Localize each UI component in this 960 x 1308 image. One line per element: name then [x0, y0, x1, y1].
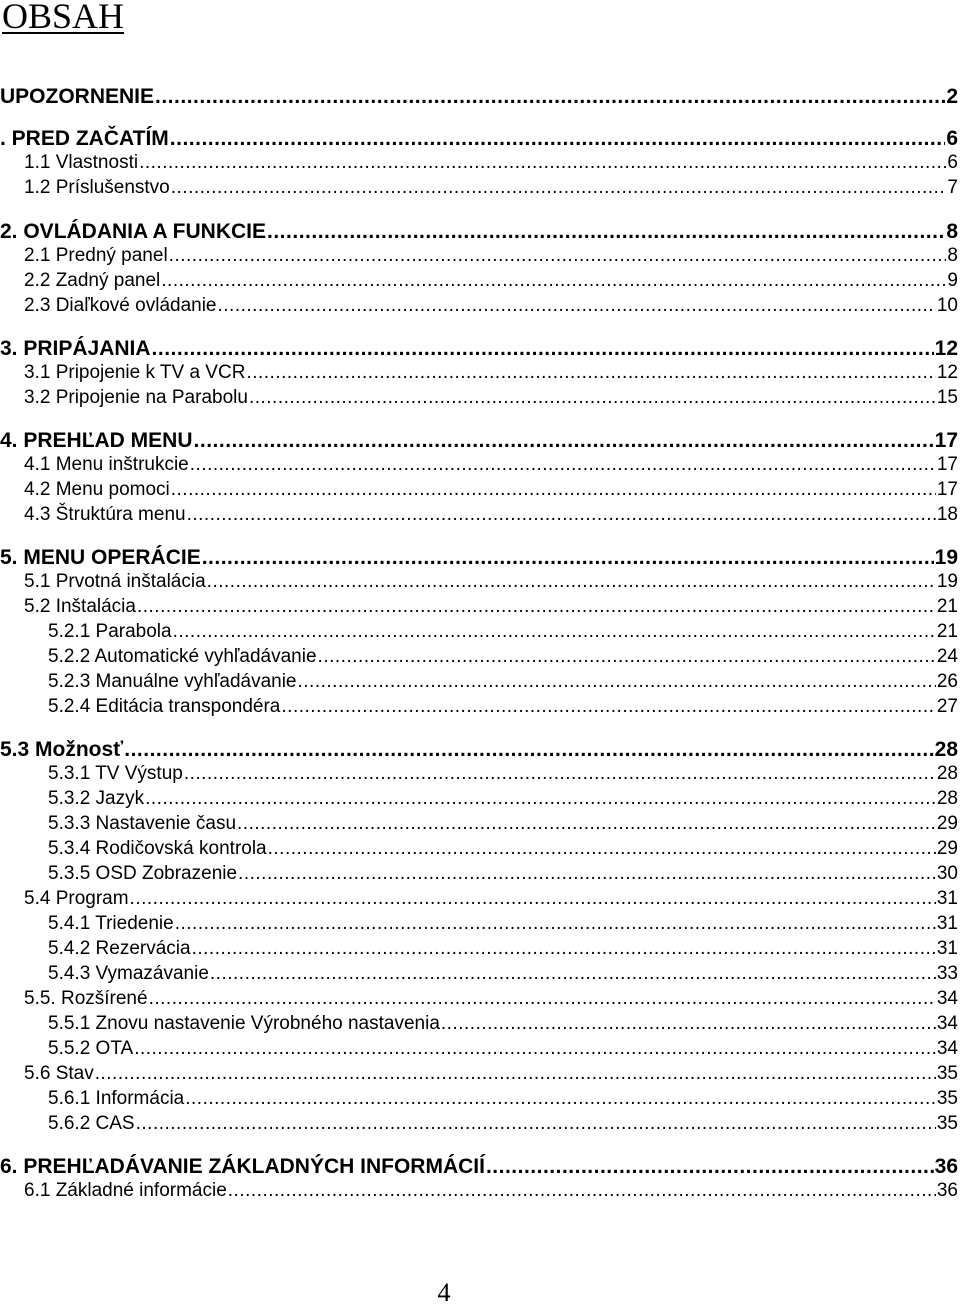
toc-entry[interactable] [48, 1112, 958, 1136]
toc-dot-leader [139, 151, 946, 175]
toc-entry-page: 8 [946, 220, 958, 243]
toc-dot-leader [192, 937, 936, 961]
toc-entry[interactable] [48, 670, 958, 694]
toc-entry-label: 5.3.5 OSD Zobrazenie [48, 863, 238, 884]
toc-dot-leader [238, 862, 936, 886]
toc-dot-leader [268, 837, 936, 861]
toc-entry-page: 6 [947, 152, 958, 173]
toc-entry[interactable] [48, 837, 958, 861]
toc-entry[interactable] [48, 787, 958, 811]
toc-entry[interactable] [0, 126, 958, 152]
toc-entry-label: 4.2 Menu pomoci [24, 479, 170, 500]
toc-entry-page: 33 [936, 963, 958, 984]
toc-entry-page: 31 [936, 888, 958, 909]
toc-entry-page: 17 [936, 454, 958, 475]
toc-dot-leader [207, 570, 936, 594]
toc-entry-label: 5.3.1 TV Výstup [48, 763, 183, 784]
toc-dot-leader [318, 645, 936, 669]
toc-entry-label: 5.2.1 Parabola [48, 621, 172, 642]
toc-entry-label: 5.5. Rozšírené [24, 988, 148, 1009]
toc-dot-leader [134, 1037, 936, 1061]
toc-dot-leader [281, 695, 935, 719]
toc-dot-leader [169, 244, 947, 268]
toc-entry[interactable] [48, 695, 958, 719]
toc-entry[interactable] [24, 478, 958, 502]
toc-dot-leader [171, 478, 936, 502]
toc-entry-page: 35 [936, 1088, 958, 1109]
toc-entry-label: 5.6.1 Informácia [48, 1088, 185, 1109]
toc-entry[interactable] [24, 503, 958, 527]
toc-dot-leader [190, 453, 936, 477]
toc-entry-label: 5.3.4 Rodičovská kontrola [48, 838, 267, 859]
toc-dot-leader [175, 912, 936, 936]
toc-dot-leader [173, 620, 936, 644]
toc-entry-label: 2.2 Zadný panel [24, 270, 161, 291]
toc-entry-page: 31 [936, 913, 958, 934]
toc-entry[interactable] [0, 84, 958, 110]
toc-entry-label: 5.3.3 Nastavenie času [48, 813, 237, 834]
toc-entry-page: 35 [936, 1063, 958, 1084]
toc-entry[interactable] [48, 1012, 958, 1036]
toc-entry-label: 6.1 Základné informácie [24, 1180, 227, 1201]
toc-entry-page: 28 [936, 763, 958, 784]
toc-entry-page: 12 [934, 337, 958, 360]
toc-entry[interactable] [24, 570, 958, 594]
toc-entry[interactable] [24, 269, 958, 293]
toc-dot-leader [155, 84, 945, 110]
toc-entry-label: 3.2 Pripojenie na Parabolu [24, 387, 248, 408]
toc-entry[interactable] [24, 453, 958, 477]
toc-entry-page: 24 [936, 646, 958, 667]
toc-entry-label: 5.4 Program [24, 888, 129, 909]
toc-entry[interactable] [24, 294, 958, 318]
toc-dot-leader [124, 737, 933, 763]
toc-entry-label: 5.4.3 Vymazávanie [48, 963, 209, 984]
toc-entry-label: 5.3.2 Jazyk [48, 788, 145, 809]
toc-entry[interactable] [24, 151, 958, 175]
toc-entry-page: 28 [934, 738, 958, 761]
toc-entry[interactable] [48, 962, 958, 986]
toc-entry-page: 15 [936, 387, 958, 408]
toc-entry-page: 17 [934, 429, 958, 452]
toc-entry-page: 34 [936, 988, 958, 1009]
page-title: OBSAH [2, 0, 125, 36]
toc-entry-page: 21 [936, 621, 958, 642]
toc-entry[interactable] [0, 336, 958, 362]
toc-entry-label: 5. MENU OPERÁCIE [0, 546, 201, 569]
toc-dot-leader [185, 1087, 936, 1111]
toc-entry-page: 36 [934, 1155, 958, 1178]
toc-entry-page: 10 [936, 295, 958, 316]
page-number: 4 [437, 1278, 451, 1307]
toc-dot-leader [441, 1012, 936, 1036]
toc-entry[interactable] [48, 645, 958, 669]
toc-entry[interactable] [24, 176, 958, 200]
toc-entry-page: 34 [936, 1038, 958, 1059]
toc-entry[interactable] [48, 937, 958, 961]
toc-dot-leader [145, 787, 936, 811]
toc-entry-label: 5.4.2 Rezervácia [48, 938, 191, 959]
toc-dot-leader [137, 595, 936, 619]
toc-entry-page: 29 [936, 838, 958, 859]
toc-dot-leader [149, 987, 936, 1011]
toc-dot-leader [170, 126, 946, 152]
toc-entry-page: 34 [936, 1013, 958, 1034]
toc-dot-leader [228, 1179, 936, 1203]
toc-entry[interactable] [0, 219, 958, 245]
toc-entry-label: 5.5.1 Znovu nastavenie Výrobného nastavenia [48, 1013, 440, 1034]
toc-entry-label: 5.2 Inštalácia [24, 596, 136, 617]
toc-entry-label: 5.6 Stav [24, 1063, 94, 1084]
toc-entry[interactable] [48, 912, 958, 936]
toc-entry-page: 9 [947, 270, 958, 291]
toc-entry-label: 2. OVLÁDANIA A FUNKCIE [0, 220, 267, 243]
toc-entry-page: 36 [936, 1180, 958, 1201]
toc-dot-leader [267, 219, 945, 245]
toc-entry-page: 19 [934, 546, 958, 569]
toc-dot-leader [152, 336, 934, 362]
toc-entry-page: 7 [947, 177, 958, 198]
toc-dot-leader [95, 1062, 936, 1086]
toc-entry[interactable] [24, 595, 958, 619]
toc-dot-leader [136, 1112, 936, 1136]
toc-entry-label: 3.1 Pripojenie k TV a VCR [24, 362, 246, 383]
toc-dot-leader [237, 812, 936, 836]
toc-entry-label: 4.3 Štruktúra menu [24, 504, 186, 525]
toc-entry-label: 5.2.4 Editácia transpondéra [48, 696, 281, 717]
toc-entry[interactable] [24, 244, 958, 268]
toc-entry-page: 21 [936, 596, 958, 617]
toc-entry[interactable] [48, 862, 958, 886]
toc-dot-leader [202, 545, 934, 571]
toc-entry-label: 6. PREHĽADÁVANIE ZÁKLADNÝCH INFORMÁCIÍ [0, 1155, 485, 1178]
toc-entry-page: 28 [936, 788, 958, 809]
toc-entry-page: 18 [936, 504, 958, 525]
toc-entry-page: 6 [946, 127, 958, 150]
toc-dot-leader [218, 294, 936, 318]
toc-entry-page: 19 [936, 571, 958, 592]
toc-entry[interactable] [48, 812, 958, 836]
toc-entry-page: 30 [936, 863, 958, 884]
toc-dot-leader [486, 1154, 934, 1180]
toc-entry-label: 5.2.3 Manuálne vyhľadávanie [48, 671, 297, 692]
toc-entry-label: 1.1 Vlastnosti [24, 152, 139, 173]
toc-dot-leader [161, 269, 946, 293]
toc-entry-label: 4.1 Menu inštrukcie [24, 454, 189, 475]
toc-entry[interactable] [48, 1087, 958, 1111]
toc-entry-label: 5.6.2 CAS [48, 1113, 135, 1134]
toc-dot-leader [130, 887, 936, 911]
toc-dot-leader [194, 428, 934, 454]
toc-entry[interactable] [0, 545, 958, 571]
toc-entry[interactable] [24, 1179, 958, 1203]
toc-dot-leader [298, 670, 936, 694]
toc-entry[interactable] [24, 887, 958, 911]
toc-entry-label: . PRED ZAČATÍM [0, 127, 169, 150]
toc-entry-page: 31 [936, 938, 958, 959]
toc-dot-leader [249, 386, 936, 410]
toc-entry[interactable] [24, 1062, 958, 1086]
toc-entry-page: 8 [947, 245, 958, 266]
toc-dot-leader [187, 503, 936, 527]
toc-entry-label: 5.3 Možnosť [0, 738, 124, 761]
toc-dot-leader [184, 762, 936, 786]
toc-entry-label: UPOZORNENIE [0, 85, 155, 108]
toc-entry[interactable] [48, 762, 958, 786]
toc-entry-page: 29 [936, 813, 958, 834]
toc-entry-page: 12 [936, 362, 958, 383]
toc-entry[interactable] [0, 428, 958, 454]
toc-entry-label: 2.3 Diaľkové ovládanie [24, 295, 217, 316]
toc-entry-page: 27 [936, 696, 958, 717]
toc-entry-label: 1.2 Príslušenstvo [24, 177, 170, 198]
toc-entry-label: 5.4.1 Triedenie [48, 913, 174, 934]
toc-entry-label: 5.1 Prvotná inštalácia [24, 571, 206, 592]
toc-entry-label: 4. PREHĽAD MENU [0, 429, 193, 452]
toc-entry-page: 17 [936, 479, 958, 500]
toc-entry[interactable] [24, 386, 958, 410]
toc-entry-label: 2.1 Predný panel [24, 245, 168, 266]
toc-dot-leader [210, 962, 936, 986]
toc-entry[interactable] [0, 1154, 958, 1180]
toc-entry-page: 26 [936, 671, 958, 692]
toc-dot-leader [171, 176, 947, 200]
toc-entry[interactable] [48, 1037, 958, 1061]
toc-dot-leader [246, 361, 935, 385]
toc-entry-page: 2 [946, 85, 958, 108]
toc-entry[interactable] [48, 620, 958, 644]
toc-entry-label: 5.2.2 Automatické vyhľadávanie [48, 646, 317, 667]
toc-entry[interactable] [24, 987, 958, 1011]
toc-entry[interactable] [0, 737, 958, 763]
toc-entry-label: 5.5.2 OTA [48, 1038, 134, 1059]
toc-entry-page: 35 [936, 1113, 958, 1134]
toc-entry[interactable] [24, 361, 958, 385]
toc-entry-label: 3. PRIPÁJANIA [0, 337, 151, 360]
